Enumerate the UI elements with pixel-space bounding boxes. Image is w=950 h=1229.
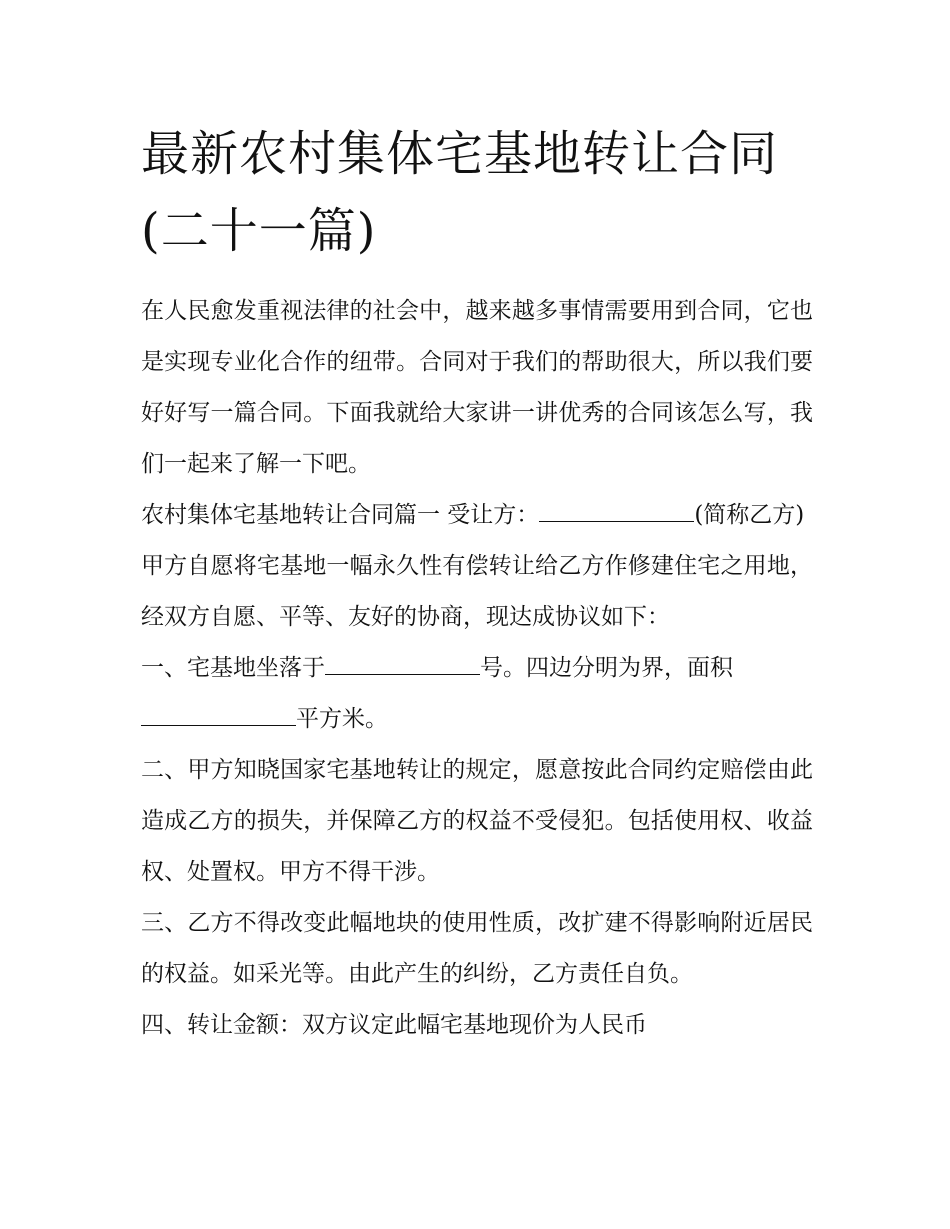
intro-paragraph: 在人民愈发重视法律的社会中，越来越多事情需要用到合同，它也是实现专业化合作的纽带。合同对于我们的帮助很大，所以我们要好好写一篇合同。下面我就给大家讲一讲优秀的合同该怎么写，我们一起来了解一下吧。 [141, 297, 813, 477]
clause-1-location-label: 一、宅基地坐落于 [141, 654, 325, 681]
clause-4: 四、转让金额：双方议定此幅宅基地现价为人民币 [141, 1011, 647, 1038]
clause-3: 三、乙方不得改变此幅地块的使用性质，改扩建不得影响附近居民的权益。如采光等。由此产生的纠纷，乙方责任自负。 [141, 909, 813, 987]
document-body [141, 116, 813, 1051]
clause-1 [141, 643, 813, 745]
area-blank [141, 703, 296, 726]
agreement-paragraph: 甲方自愿将宅基地一幅永久性有偿转让给乙方作修建住宅之用地，经双方自愿、平等、友好的协商，现达成协议如下： [141, 552, 813, 630]
title-line-2: (二十一篇) [141, 202, 377, 259]
contract-text [141, 286, 813, 1051]
clause-1-unit: 平方米。 [296, 705, 388, 732]
transferee-blank [539, 499, 694, 522]
transferee-paragraph [141, 490, 813, 541]
location-blank [325, 652, 480, 675]
transferee-label: 农村集体宅基地转让合同篇一 受让方： [141, 501, 540, 528]
clause-1-area-label: 号。四边分明为界，面积 [480, 654, 733, 681]
transferee-suffix: (简称乙方) [694, 501, 805, 528]
title-line-1: 最新农村集体宅基地转让合同 [141, 126, 779, 182]
document-title [141, 116, 813, 270]
clause-2: 二、甲方知晓国家宅基地转让的规定，愿意按此合同约定赔偿由此造成乙方的损失，并保障乙方的权益不受侵犯。包括使用权、收益权、处置权。甲方不得干涉。 [141, 756, 813, 885]
